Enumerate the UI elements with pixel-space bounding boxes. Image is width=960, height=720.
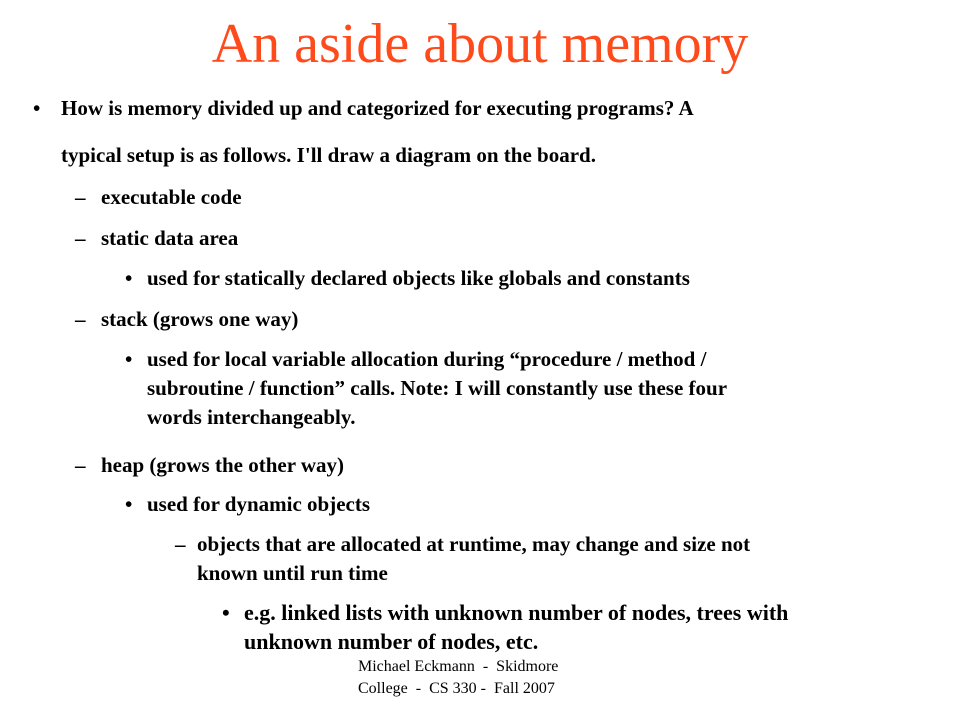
item-text: executable code: [101, 185, 242, 209]
item-line: e.g. linked lists with unknown number of nodes, trees with: [244, 600, 789, 625]
bullet-line: typical setup is as follows. I'll draw a diagram on the board.: [61, 143, 596, 167]
item-text: [197, 530, 750, 588]
item-text: static data area: [101, 226, 239, 250]
item-line: subroutine / function” calls. Note: I will constantly use these four: [147, 376, 728, 400]
dash-marker: –: [75, 453, 86, 477]
item-text: used for statically declared objects like globals and constants: [147, 266, 690, 290]
item-text: stack (grows one way): [101, 307, 299, 331]
item-text: [147, 345, 727, 432]
item-text: heap (grows the other way): [101, 453, 345, 477]
item-line: unknown number of nodes, etc.: [244, 629, 539, 654]
item-line: known until run time: [197, 561, 388, 585]
slide-title: An aside about memory: [211, 13, 749, 75]
footer-line: College - CS 330 - Fall 2007: [358, 680, 555, 697]
bullet-marker: •: [33, 96, 41, 120]
item-text: [244, 598, 788, 656]
footer-line: Michael Eckmann - Skidmore: [358, 658, 559, 675]
dash-marker: –: [75, 307, 86, 331]
dash-marker: –: [75, 226, 86, 250]
bullet-text: [61, 92, 694, 172]
item-text: used for dynamic objects: [147, 492, 371, 516]
item-line: words interchangeably.: [147, 405, 356, 429]
bullet-line: How is memory divided up and categorized for executing programs? A: [61, 96, 694, 120]
bullet-marker: •: [125, 492, 133, 516]
bullet-marker: •: [222, 600, 230, 625]
item-line: objects that are allocated at runtime, may change and size not: [197, 532, 751, 556]
slide-footer: [358, 656, 648, 700]
bullet-marker: •: [125, 347, 133, 371]
dash-marker: –: [175, 532, 186, 556]
item-line: used for local variable allocation during “procedure / method /: [147, 347, 707, 371]
bullet-marker: •: [125, 266, 133, 290]
dash-marker: –: [75, 185, 86, 209]
